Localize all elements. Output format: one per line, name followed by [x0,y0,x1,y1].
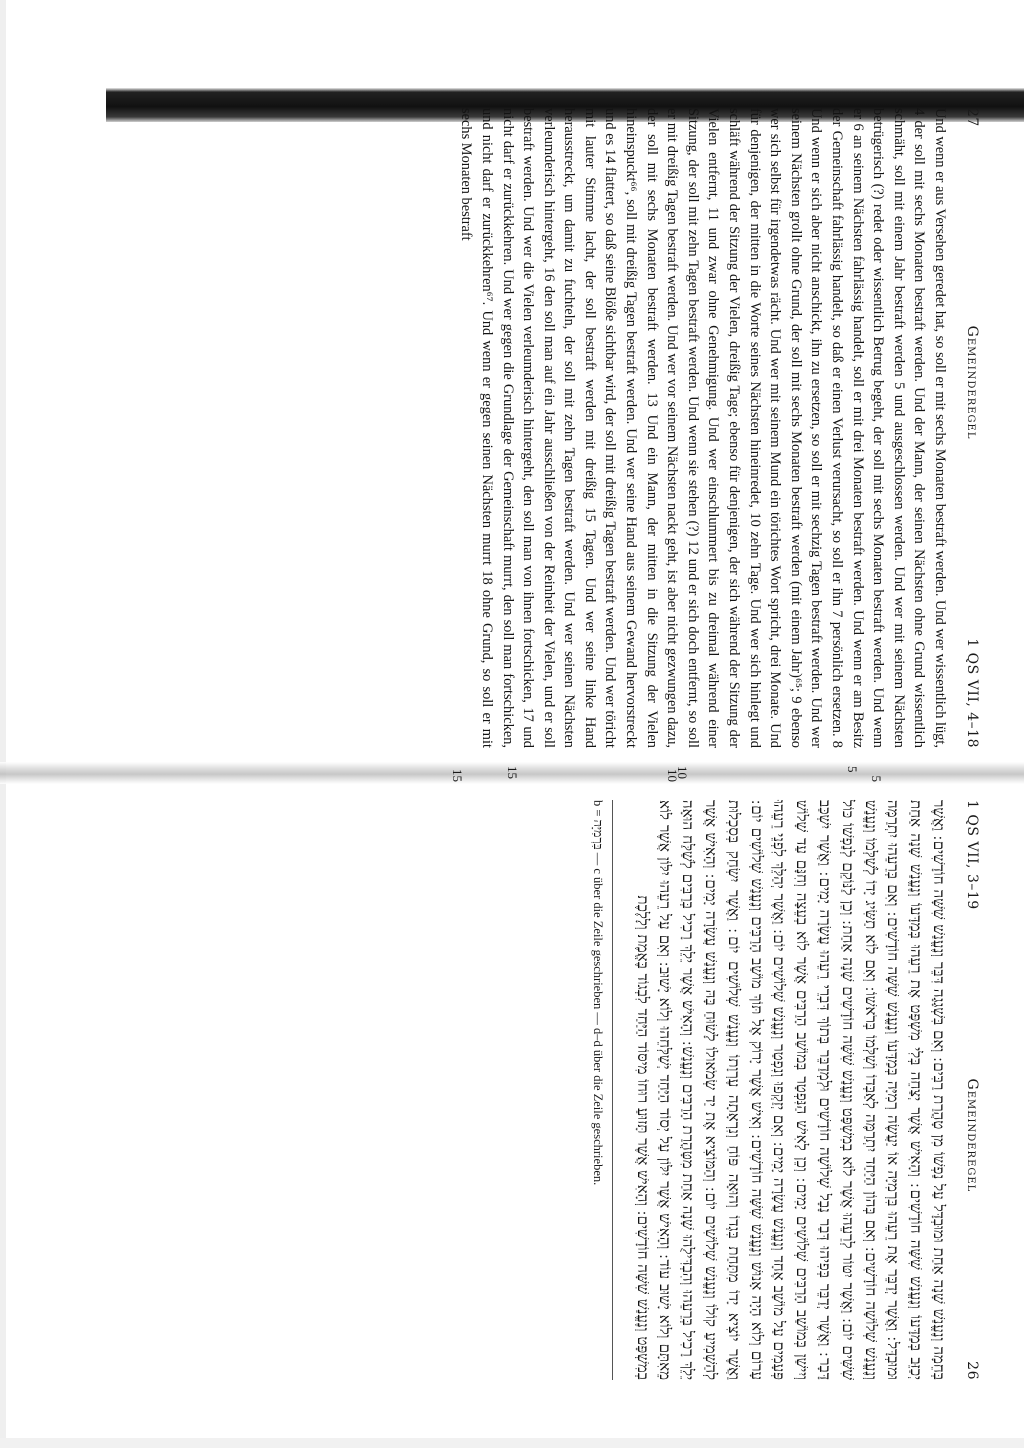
scan-bottom-edge [0,1438,1024,1448]
scan-top-edge [0,0,1024,14]
german-body [456,108,950,748]
hebrew-body [631,800,950,1380]
running-title: Gemeinderegel [964,325,980,440]
line-number: 5 [845,766,860,773]
hebrew-running-head [964,800,980,1380]
section-reference: 1 QS VII, 3–19 [964,800,980,910]
line-number-margin [100,766,980,790]
hebrew-paragraph: בְּחֵמָה וְנֶעֱנַשׁ שָׁנָה אַחַת וּמוּבְדָּל עַל נַפְשׁוֹ מִן טָהֳרַת רַבִּים ׃ וְאִם בִּשְׁגָגָה דִּבֵּר וְנֶעֱנַשׁ שִׁשָּׁה חוֹדָשִׁים ׃ וַאֲשֶׁר יְכַזֵּב בְּמַדָּעוֹ וְנֶעֱנַשׁ שִׁשָּׁה חוֹדָשִׁים ׃ וְהָאִישׁ אֲשֶׁר יְצַחֵה בְּלִי מִשְׁפָּט אֶת רֵעֵהוּ בְּמַדָּעוֹ וְנֶעֱנַשׁ שָׁנָה אַחַת וּמוּבְדָּל ׃ וַאֲשֶׁר יְדַבֵּר אֶת רֵעֵהוּ בִּרְמִיָּה אוֹ יַעֲשֶׂה רְמִיָּה בְּמַדָּעוֹ וְנֶעֱנַשׁ שִׁשָּׁה חוֹדָשִׁים ׃ וְאִם בְּרֵעֵהוּ יִתְרַמֶּה וְנֶעֱנַשׁ שְׁלוֹשָׁה חוֹדָשִׁים ׃ וְאִם בְּהוֹן הַיַּחַד יִתְרַמֶּה לְאַבְּדוֹ וְשִׁלְּמוֹ בְּרֹאשׁוֹ ׃ וְאִם לוֹא תַשִּׂיג יָדוֹ לְשַׁלְּמוֹ וְנֶעֱנַשׁ שִׁשִּׁים יוֹם ׃ וַאֲשֶׁר יִטּוֹר לְרֵעֵהוּ אֲשֶׁר לוֹא בְמִשְׁפָּט וְנֶעֱנַשׁ שִׁשָּׁה חוֹדָשִׁים שָׁנָה אַחַת ׃ וְכֵן לַנּוֹקֵם לְנַפְשׁוֹ כּוֹל דָּבָר ׃ וַאֲשֶׁר יְדַבֵּר בְּפִיהוּ דְּבַר נָבָל שְׁלוֹשָׁה חוֹדָשִׁים וּלְמְדַבֵּר בְּתוֹךְ דִּבְרֵי רֵעֵהוּ עֲשָׂרָה יָמִים ׃ וַאֲשֶׁר יִשְׁכַּב וְיִישַׁן בְּמוֹשַׁב הָרַבִּים שְׁלוֹשִׁים יָמִים ׃ וְכֵן לָאִישׁ הַנִּפְטָר בְּמוֹשַׁב הָרַבִּים אֲשֶׁר לוֹא בְעֵצָה וְחִנָּם עַד שָׁלוֹשׁ פְּעָמִים עַל מוֹשָׁב אֶחָד וְנֶעֱנַשׁ עֲשָׂרָה יָמִים ׃ וְאִם יְזַקְפוּ וְנִפְטַר וְנֶעֱנַשׁ שְׁלוֹשִׁים יוֹם ׃ וַאֲשֶׁר יְהַלֵּךְ לִפְנֵי רֵעֵהוּ עָרוֹם וְלוֹא הָיָה אָנוּשׁ וְנֶעֱנַשׁ שִׁשָּׁה חוֹדָשִׁים ׃ וְאִישׁ אֲשֶׁר יָרוֹק אֶל תּוֹךְ מוֹשַׁב הָרַבִּים וְנֶעֱנַשׁ שְׁלוֹשִׁים יוֹם ׃ וַאֲשֶׁר יוֹצִיא יָדוֹ מִתַּחַת בִּגְדוֹ וְהוּאָה פּוֹחַ וְנִרְאָתָה עֶרְוָתוֹ וְנֶעֱנַשׁ שְׁלוֹשִׁים יוֹם ׃ וַאֲשֶׁר יִשְׂחַק בְּסִכְלוּת לְהַשְׁמִיעַ קוֹלוֹ וְנֶעֱנַשׁ שְׁלוֹשִׁים יוֹם ׃ וְהַמּוֹצִיא אֶת יַד שְׂמֹאולוֹ לָשׂוּחַ בָּהּ וְנֶעֱנַשׁ עֲשָׂרָה יָמִים ׃ וְהָאִישׁ אֲשֶׁר יֵלֵךְ רָכִיל בְּרֵעֵהוּ וְהִבְדִּילֻהוּ שָׁנָה אַחַת מִטָּהֳרַת הָרַבִּים וְנֶעֱנַשׁ ׃ וְהָאִישׁ אֲשֶׁר יֵלֵךְ רָכִיל בְּרַבִּים לְשַׁלַּח הוּאָה מֵאִתָּם וְלוֹא יָשׁוּב עוֹד ׃ וְהָאִישׁ אֲשֶׁר יִלּוֹן עַל יְסוֹד הַיַּחַד יְשַׁלְּחֵהוּ וְלוֹא יָשׁוּב ׃ וְאִם עַל רֵעֵהוּ יִלּוֹן אֲשֶׁר לוֹא בְמִשְׁפָּט וְנֶעֱנַשׁ שִׁשָּׁה חוֹדָשִׁים ׃ וְהָאִישׁ אֲשֶׁר תָּזוּעַ רוּחוֹ מִיסּוֹד הַיַּחַד לִבְגוֹד בֶּאֱמֶת וְלָלֶכֶת [633,800,948,1380]
running-title: Gemeinderegel [964,1078,980,1193]
page-number: 26 [964,1361,980,1380]
page-number: 27 [964,108,980,127]
line-number: 10 [665,769,680,782]
hebrew-page [100,766,980,1380]
scan-left-edge [0,0,6,1448]
line-number: 10 [675,766,690,779]
line-number: 15 [505,766,520,779]
line-number: 5 [869,775,884,782]
section-reference: 1 QS VII, 4–18 [964,638,980,748]
german-running-head [964,108,980,748]
line-number: 15 [450,769,465,782]
footnote: b = בִּרְמִיָּה — c über die Zeile geschrieben — d–d über die Zeile geschrieben. [589,800,613,1380]
german-page [100,108,980,782]
german-paragraph: Und wenn er aus Versehen geredet hat, so soll er mit sechs Monaten bestraft werden. Und wer wissentlich lügt, 4 der soll mit sechs Monaten bestraft werden. Und der Mann, der seinen Nächsten ohne Grund wissentlich schmäht, soll mit einem Jahr bestraft werden 5 und ausgeschlossen werden. Und wer mit seinem Nächsten betrügerisch (?) redet oder wissentlich Betrug begeht, der soll mit sechs Monaten bestraft werden. Und wenn er 6 an seinem Nächsten fahrlässig handelt, soll er mit drei Monaten bestraft werden. Und wenn er am Besitz der Gemeinschaft fahrlässig handelt, so daß er einen Verlust verursacht, so soll er ihn 7 persönlich ersetzen. 8 Und wenn er sich aber nicht anschickt, ihn zu ersetzen, so soll er mit sechzig Tagen bestraft werden. Und wer seinem Nächsten grollt ohne Grund, der soll mit sechs Monaten bestraft werden (mit einem Jahr)⁶⁵; 9 ebenso wer sich selbst für irgendetwas rächt. Und wer mit seinem Mund ein törichtes Wort spricht, drei Monate. Und für denjenigen, der mitten in die Worte seines Nächsten hineinredet, 10 zehn Tage. Und wer sich hinlegt und schläft während der Sitzung der Vielen, dreißig Tage; ebenso für denjenigen, der sich während der Sitzung der Vielen entfernt, 11 und zwar ohne Genehmigung. Und wer einschlummert bis zu dreimal während einer Sitzung, der soll mit zehn Tagen bestraft werden. Und wenn sie stehen (?) 12 und er sich doch entfernt, so soll er mit dreißig Tagen bestraft werden. Und wer vor seinem Nächsten nackt geht, ist aber nicht gezwungen dazu, der soll mit sechs Monaten bestraft werden. 13 Und ein Mann, der mitten in die Sitzung der Vielen hineinspuckt⁶⁶, soll mit dreißig Tagen bestraft werden. Und wer seine Hand aus seinem Gewand hervorstreckt und es 14 flattert, so daß seine Blöße sichtbar wird, der soll mit dreißig Tagen bestraft werden. Und wer töricht mit lauter Stimme lacht, der soll bestraft werden mit dreißig 15 Tagen. Und wer seine linke Hand herausstreckt, um damit zu fuchteln, der soll mit zehn Tagen bestraft werden. Und wer seinen Nächsten verleumderisch hintergeht, 16 den soll man auf ein Jahr ausschließen von der Reinheit der Vielen, und er soll bestraft werden. Und wer die Vielen verleumderisch hintergeht, den soll man von ihnen fortschicken, 17 und nicht darf er zurückkehren. Und wer gegen die Grundlage der Gemeinschaft murrt, den soll man fortschicken, und nicht darf er zurückkehren⁶⁷. Und wenn er gegen seinen Nächsten murrt 18 ohne Grund, so soll er mit sechs Monaten bestraft [458,108,948,748]
